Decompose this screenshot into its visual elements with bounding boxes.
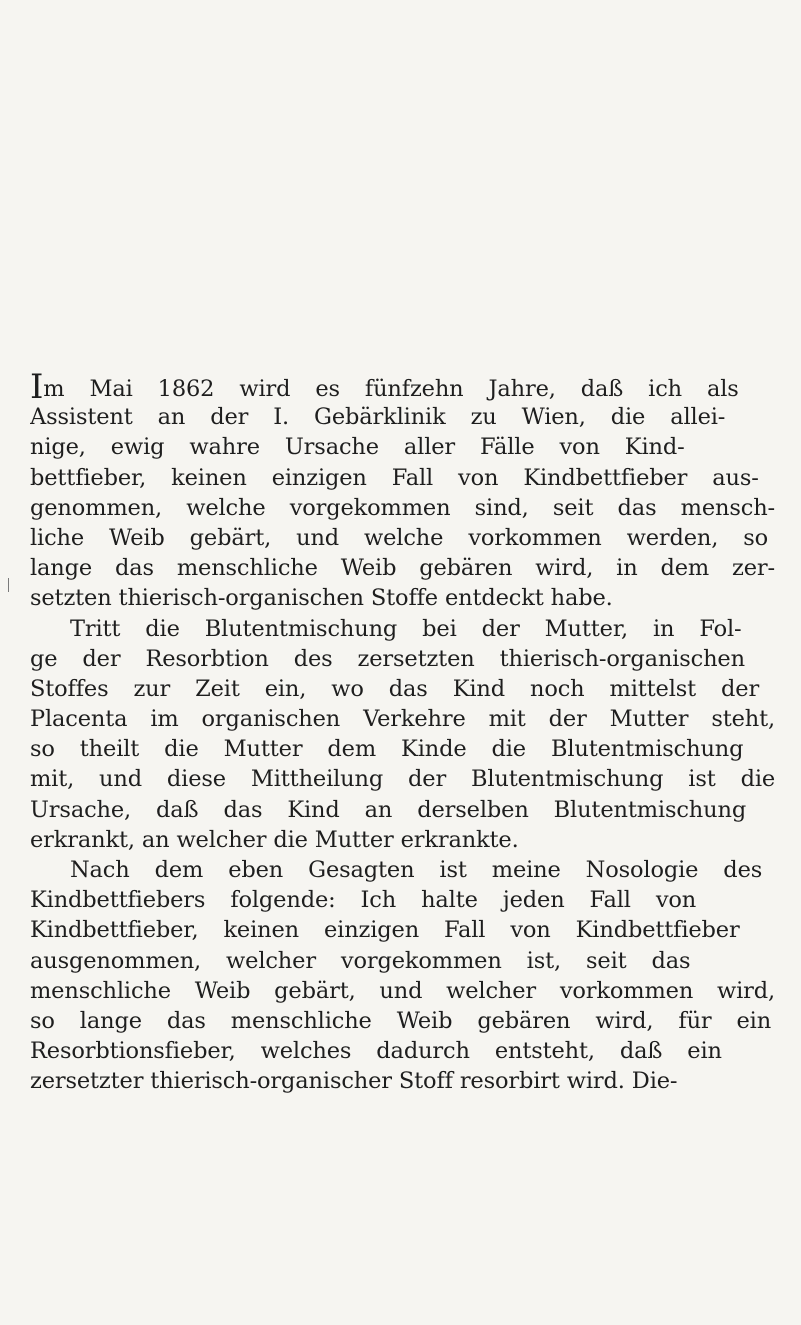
text-line: menschliche Weib gebärt, und welcher vorkommen wird, <box>30 977 775 1004</box>
initial-letter: I <box>30 372 44 403</box>
text-line: Ursache, daß das Kind an derselben Blutentmischung <box>30 796 747 823</box>
text-line: Im Mai 1862 wird es fünfzehn Jahre, daß ich als <box>30 372 775 402</box>
text-line: zersetzter thierisch-organischer Stoff resorbirt wird. Die- <box>30 1068 678 1095</box>
margin-mark <box>8 578 9 592</box>
text-line: Kindbettfiebers folgende: Ich halte jeden Fall von <box>30 887 697 914</box>
text-line: Assistent an der I. Gebärklinik zu Wien, die allei- <box>30 404 726 431</box>
text-line: bettfieber, keinen einzigen Fall von Kindbettfieber aus- <box>30 464 759 491</box>
text-line: Stoffes zur Zeit ein, wo das Kind noch mittelst der <box>30 675 760 702</box>
text-line: ausgenommen, welcher vorgekommen ist, seit das <box>30 947 691 974</box>
text-line: nige, ewig wahre Ursache aller Fälle von Kind- <box>30 434 685 461</box>
text-line: genommen, welche vorgekommen sind, seit das mensch- <box>30 494 775 521</box>
text-line: Resorbtionsfieber, welches dadurch entsteht, daß ein <box>30 1038 722 1065</box>
text-line: mit, und diese Mittheilung der Blutentmischung ist die <box>30 766 775 793</box>
text-line: Tritt die Blutentmischung bei der Mutter, in Fol- <box>70 615 742 642</box>
text-line: so lange das menschliche Weib gebären wird, für ein <box>30 1007 772 1034</box>
text-line: lange das menschliche Weib gebären wird, in dem zer- <box>30 555 775 582</box>
text-line: erkrankt, an welcher die Mutter erkrankte. <box>30 826 519 853</box>
text-line: Nach dem eben Gesagten ist meine Nosologie des <box>70 857 763 883</box>
text-line: Placenta im organischen Verkehre mit der Mutter steht, <box>30 706 775 733</box>
text-line: ge der Resorbtion des zersetzten thierisch-organischen <box>30 645 745 672</box>
text-line: liche Weib gebärt, und welche vorkommen werden, so <box>30 524 769 551</box>
text-line: Kindbettfieber, keinen einzigen Fall von Kindbettfieber <box>30 917 740 944</box>
body-text <box>30 372 775 1097</box>
text-line: setzten thierisch-organischen Stoffe entdeckt habe. <box>30 585 613 612</box>
text-line: so theilt die Mutter dem Kinde die Blutentmischung <box>30 736 744 763</box>
